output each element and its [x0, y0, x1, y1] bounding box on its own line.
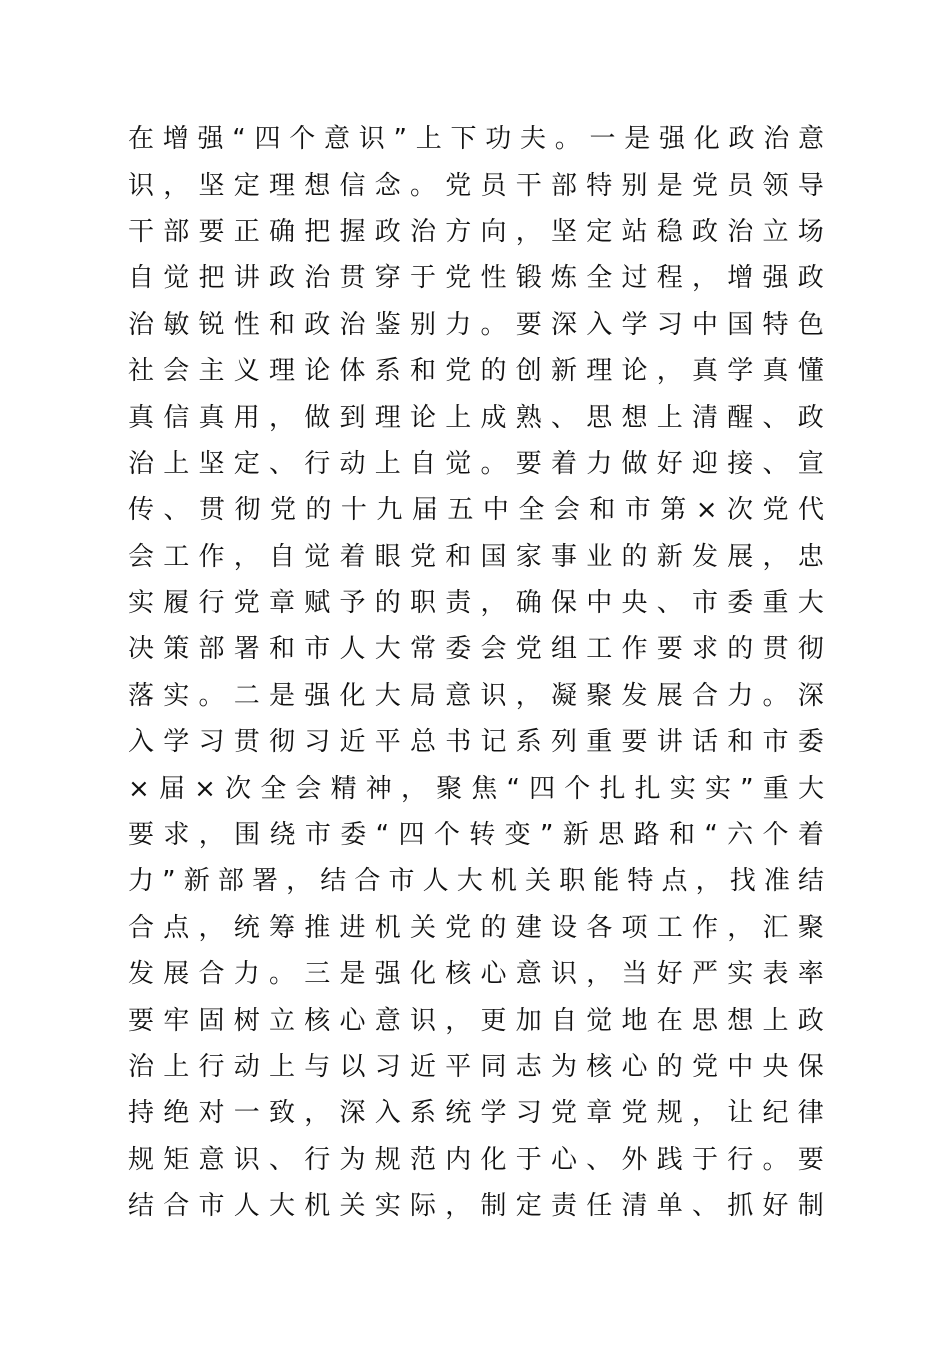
text-line: 力 ” 新 部 署 ， 结 合 市 人 大 机 关 职 能 特 点 ， 找 准 结 — [128, 866, 824, 897]
text-line: 治 上 坚 定 、 行 动 上 自 觉 。 要 着 力 做 好 迎 接 、 宣 — [128, 448, 824, 479]
text-line: 入 学 习 贯 彻 习 近 平 总 书 记 系 列 重 要 讲 话 和 市 委 — [128, 727, 824, 758]
text-line: 落 实 。 二 是 强 化 大 局 意 识 ， 凝 聚 发 展 合 力 。 深 — [128, 680, 824, 711]
text-line: 识 ， 坚 定 理 想 信 念 。 党 员 干 部 特 别 是 党 员 领 导 — [128, 170, 824, 201]
text-line: 会 工 作 ， 自 觉 着 眼 党 和 国 家 事 业 的 新 发 展 ， 忠 — [128, 541, 824, 572]
text-line: 社 会 主 义 理 论 体 系 和 党 的 创 新 理 论 ， 真 学 真 懂 — [128, 356, 824, 387]
text-line: 自 觉 把 讲 政 治 贯 穿 于 党 性 锻 炼 全 过 程 ， 增 强 政 — [128, 263, 824, 294]
text-line: 干 部 要 正 确 把 握 政 治 方 向 ， 坚 定 站 稳 政 治 立 场 — [128, 216, 824, 247]
text-line: 决 策 部 署 和 市 人 大 常 委 会 党 组 工 作 要 求 的 贯 彻 — [128, 634, 824, 665]
text-line: 传 、 贯 彻 党 的 十 九 届 五 中 全 会 和 市 第 × 次 党 代 — [128, 495, 824, 526]
text-line: 持 绝 对 一 致 ， 深 入 系 统 学 习 党 章 党 规 ， 让 纪 律 — [128, 1098, 824, 1129]
text-line: 发 展 合 力 。 三 是 强 化 核 心 意 识 ， 当 好 严 实 表 率 — [128, 959, 824, 990]
text-line: 合 点 ， 统 筹 推 进 机 关 党 的 建 设 各 项 工 作 ， 汇 聚 — [128, 912, 824, 943]
text-line: 治 上 行 动 上 与 以 习 近 平 同 志 为 核 心 的 党 中 央 保 — [128, 1052, 824, 1082]
text-line: 真 信 真 用 ， 做 到 理 论 上 成 熟 、 思 想 上 清 醒 、 政 — [128, 402, 824, 433]
text-line: 治 敏 锐 性 和 政 治 鉴 别 力 。 要 深 入 学 习 中 国 特 色 — [128, 309, 824, 340]
text-line: 实 履 行 党 章 赋 予 的 职 责 ， 确 保 中 央 、 市 委 重 大 — [128, 588, 824, 619]
text-line: × 届 × 次 全 会 精 神 ， 聚 焦 “ 四 个 扎 扎 实 实 ” 重 大 — [128, 773, 824, 804]
text-line: 要 牢 固 树 立 核 心 意 识 ， 更 加 自 觉 地 在 思 想 上 政 — [128, 1005, 824, 1036]
body-text — [128, 116, 824, 1229]
text-line: 在 增 强 “ 四 个 意 识 ” 上 下 功 夫 。 一 是 强 化 政 治 意 — [128, 124, 824, 155]
text-line: 要 求 ， 围 绕 市 委 “ 四 个 转 变 ” 新 思 路 和 “ 六 个 着 — [128, 820, 824, 851]
text-line: 结 合 市 人 大 机 关 实 际 ， 制 定 责 任 清 单 、 抓 好 制 — [128, 1191, 824, 1222]
text-line: 规 矩 意 识 、 行 为 规 范 内 化 于 心 、 外 践 于 行 。 要 — [128, 1144, 824, 1175]
